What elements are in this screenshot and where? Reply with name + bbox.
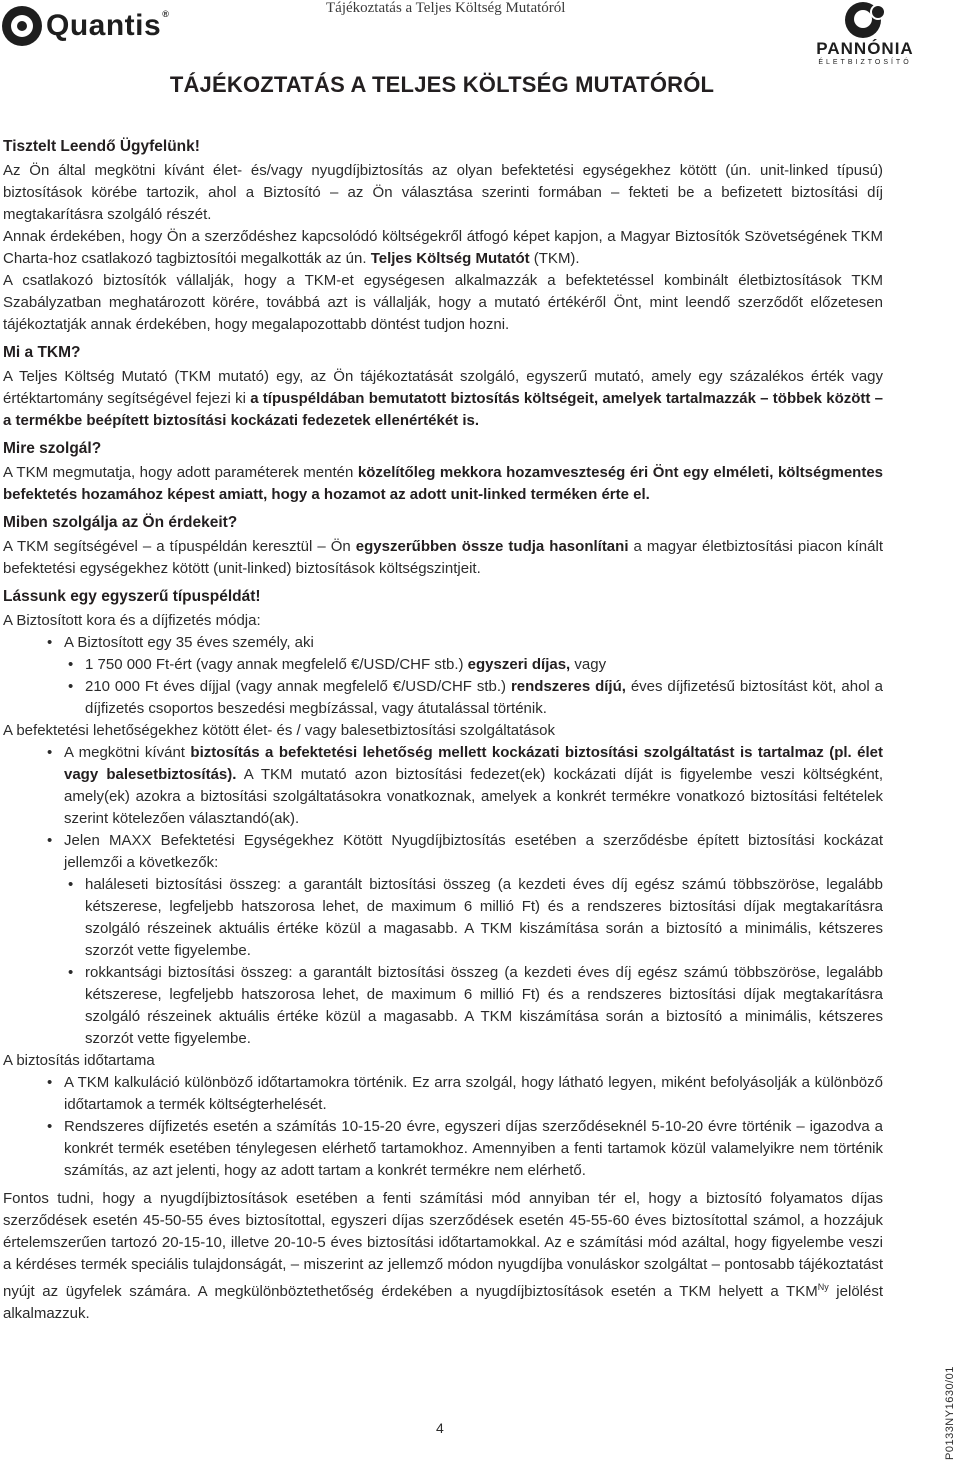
- closing-superscript: Ny: [817, 1282, 829, 1292]
- pannonia-logo: [772, 2, 958, 66]
- quantis-logo-icon: [2, 6, 42, 46]
- duration-list: [3, 1072, 883, 1182]
- service-item-1: [3, 742, 883, 830]
- single-premium-item: [64, 654, 883, 676]
- single-premium-end: vagy: [570, 656, 607, 673]
- service-1-bold: biztosítás a befektetési lehetőség mellett kockázati biztosítási szolgáltatást is tartalmaz (pl. élet vagy balesetbiztosítás).: [64, 744, 883, 783]
- regular-premium-end: éves díjfizetésű biztosítást köt, ahol a díjfizetés csoportos beszedési megbízással, vagy átutalással történik.: [85, 678, 883, 717]
- purpose-paragraph: [3, 462, 883, 506]
- regular-premium-item: [64, 676, 883, 720]
- document-body: [3, 130, 883, 1325]
- services-heading: A befektetési lehetőségekhez kötött élet- és / vagy balesetbiztosítási szolgáltatások: [3, 722, 555, 739]
- greeting: Tisztelt Leendő Ügyfelünk!: [3, 138, 200, 155]
- section-heading-what: Mi a TKM?: [3, 344, 81, 361]
- risk-list: [3, 874, 883, 1050]
- closing-paragraph: [3, 1188, 883, 1325]
- page-number: 4: [436, 1420, 444, 1436]
- single-premium-text: 1 750 000 Ft-ért (vagy annak megfelelő €/USD/CHF stb.): [85, 656, 468, 673]
- pannonia-logo-name: PANNÓNIA: [816, 39, 914, 58]
- closing-text: Fontos tudni, hogy a nyugdíjbiztosítások esetében a fenti számítási mód annyiban tér el, hogy a biztosító folyamatos díjas szerződések esetén 45-50-55 éves biztosítottal, egyszeri díjas szerződések esetén 45-55-60 éves biztosítottal számol, a hozzájuk értelemszerűen tartozó 20-15-10, illetve 20-10-5 éves biztosítási időtartamokkal. Az e számítási mód azáltal, hogy figyelembe veszi a kérdéses termék speciális tulajdonságát, – miszerint az jellemző módon nyugdíjba vonuláskor szolgáltat – pontosabb tájékoztatást nyújt az ügyfelek számára. A megkülönböztethetőség érdekében a nyugdíjbiztosítások esetén a TKM helyett a TKM: [3, 1190, 883, 1300]
- age-list: [3, 632, 883, 654]
- service-1-end: A TKM mutató azon biztosítási fedezet(ek) kockázati díját is figyelembe veszi költségként, amely(ek) azokra a biztosítási szolgáltatásokra vonatkoznak, amelyek a konkrét termékre vonatkozó biztosítási feltételek szerint kötelezően választandó(ak).: [64, 766, 883, 827]
- pannonia-logo-icon: [845, 2, 885, 38]
- document-title: TÁJÉKOZTATÁS A TELJES KÖLTSÉG MUTATÓRÓL: [169, 72, 715, 97]
- age-item: [3, 632, 883, 654]
- what-bold: a típuspéldában bemutatott biztosítás költségeit, amelyek tartalmazzák – többek között – a termékbe beépített biztosítási kockázati fedezetek ellenértékét is.: [3, 390, 883, 429]
- intro-p2-end: (TKM).: [529, 250, 580, 267]
- regular-premium-text: 210 000 Ft éves díjjal (vagy annak megfelelő €/USD/CHF stb.): [85, 678, 511, 695]
- interest-bold: egyszerűbben össze tudja hasonlítani: [355, 538, 629, 555]
- premium-list: [3, 654, 883, 720]
- duration-item-2: • Rendszeres díjfizetés esetén a számítás 10-15-20 évre, egyszeri díjas szerződéseknél 5-10-20 évre történik – igazodva a konkrét termék esetében ténylegesen elérhető tartamokhoz. Amennyiben a fenti tartamok közül valamelyikre nem történik számítás, az azt jelenti, hogy az adott tartam a konkrét termékre nem elérhető.: [3, 1116, 883, 1182]
- services-list: [3, 742, 883, 874]
- what-paragraph: [3, 366, 883, 432]
- regular-premium-bold: rendszeres díjú,: [510, 678, 626, 695]
- age-heading: A Biztosított kora és a díjfizetés módja:: [3, 612, 261, 629]
- quantis-logo-text: Quantis: [46, 9, 162, 42]
- purpose-bold: közelítőleg mekkora hozamveszteség éri Önt egy elméleti, költségmentes befektetés hozamához képest amiatt, hogy a hozamot az adott unit-linked terméken érte el.: [3, 464, 883, 503]
- quantis-logo: [2, 6, 169, 46]
- closing-end: jelölést alkalmazzuk.: [3, 1283, 884, 1322]
- purpose-text: A TKM megmutatja, hogy adott paraméterek mentén: [3, 464, 358, 481]
- pannonia-logo-subtitle: ÉLETBIZTOSÍTÓ: [818, 59, 912, 66]
- death-benefit-item: • haláleseti biztosítási összeg: a garantált biztosítási összeg (a kezdeti éves díj egész számú többszöröse, legalább kétszerese, legfeljebb hatszorosa lehet, de maximum 6 millió Ft) és a rendszeres biztosítási díjak megtakarításra szolgáló részeinek aktuális értéke közül a magasabb. A TKM kiszámítása során a biztosító a minimális, kétszeres szorzót vette figyelembe.: [64, 874, 883, 962]
- interest-text: A TKM segítségével – a típuspéldán keresztül – Ön: [3, 538, 356, 555]
- disability-benefit-item: • rokkantsági biztosítási összeg: a garantált biztosítási összeg (a kezdeti éves díj egész számú többszöröse, legalább kétszerese, legfeljebb hatszorosa lehet, de maximum 6 millió Ft) és a rendszeres biztosítási díjak megtakarításra szolgáló részeinek aktuális értéke közül a magasabb. A TKM kiszámítása során a biztosító a minimális, kétszeres szorzót vette figyelembe.: [64, 962, 883, 1050]
- what-text: A Teljes Költség Mutató (TKM mutató) egy, az Ön tájékoztatását szolgáló, egyszerű mutató, amely egy százalékos érték vagy értéktartomány segítségével fejezi ki: [3, 368, 883, 407]
- document-code: P0133NY1630/01: [944, 1366, 956, 1460]
- duration-heading: A biztosítás időtartama: [3, 1052, 155, 1069]
- section-heading-interest: Miben szolgálja az Ön érdekeit?: [3, 514, 238, 531]
- intro-p2-text: Annak érdekében, hogy Ön a szerződéshez kapcsolódó költségekről átfogó képet kapjon, a Magyar Biztosítók Szövetségének TKM Charta-hoz csatlakozó tagbiztosítói megalkották az ún.: [3, 228, 883, 267]
- intro-p2-bold: Teljes Költség Mutatót: [370, 250, 530, 267]
- intro-paragraph-1: Az Ön által megkötni kívánt élet- és/vagy nyugdíjbiztosítás az olyan befektetési egységekhez kötött (ún. unit-linked típusú) biztosítások körébe tartozik, ahol a Biztosító – az Ön választása szerinti formában – fekteti be a befizetett biztosítási díj megtakarításra szolgáló részét.: [3, 162, 883, 223]
- registered-mark: ®: [162, 9, 170, 19]
- interest-end: a magyar életbiztosítási piacon kínált befektetési egységekhez kötött (unit-linked) biztosítások költségszintjeit.: [3, 538, 883, 577]
- age-item-text: A Biztosított egy 35 éves személy, aki: [64, 634, 314, 651]
- single-premium-bold: egyszeri díjas,: [467, 656, 571, 673]
- intro-paragraph-3: A csatlakozó biztosítók vállalják, hogy a TKM-et egységesen alkalmazzák a befektetéssel kombinált életbiztosítások TKM Szabályzatban meghatározott körére, továbbá azt is vállalják, hogy a mutató értékéről Önt, mint leendő szerződőt előzetesen tájékoztatják annak érdekében, hogy megalapozottabb döntést tudjon hozni.: [3, 272, 883, 333]
- duration-item-1: • A TKM kalkuláció különböző időtartamokra történik. Ez arra szolgál, hogy látható legyen, miként befolyásolják a különböző időtartamok a termék költségterhelését.: [3, 1072, 883, 1116]
- running-title: Tájékoztatás a Teljes Költség Mutatóról: [326, 0, 566, 16]
- intro-paragraph-2: [3, 226, 883, 270]
- section-heading-example: Lássunk egy egyszerű típuspéldát!: [3, 588, 261, 605]
- interest-paragraph: [3, 536, 883, 580]
- service-item-2: • Jelen MAXX Befektetési Egységekhez Kötött Nyugdíjbiztosítás esetében a szerződésbe épített biztosítási kockázat jellemzői a következők:: [3, 830, 883, 874]
- service-1-text: A megkötni kívánt: [64, 744, 191, 761]
- section-heading-purpose: Mire szolgál?: [3, 440, 102, 457]
